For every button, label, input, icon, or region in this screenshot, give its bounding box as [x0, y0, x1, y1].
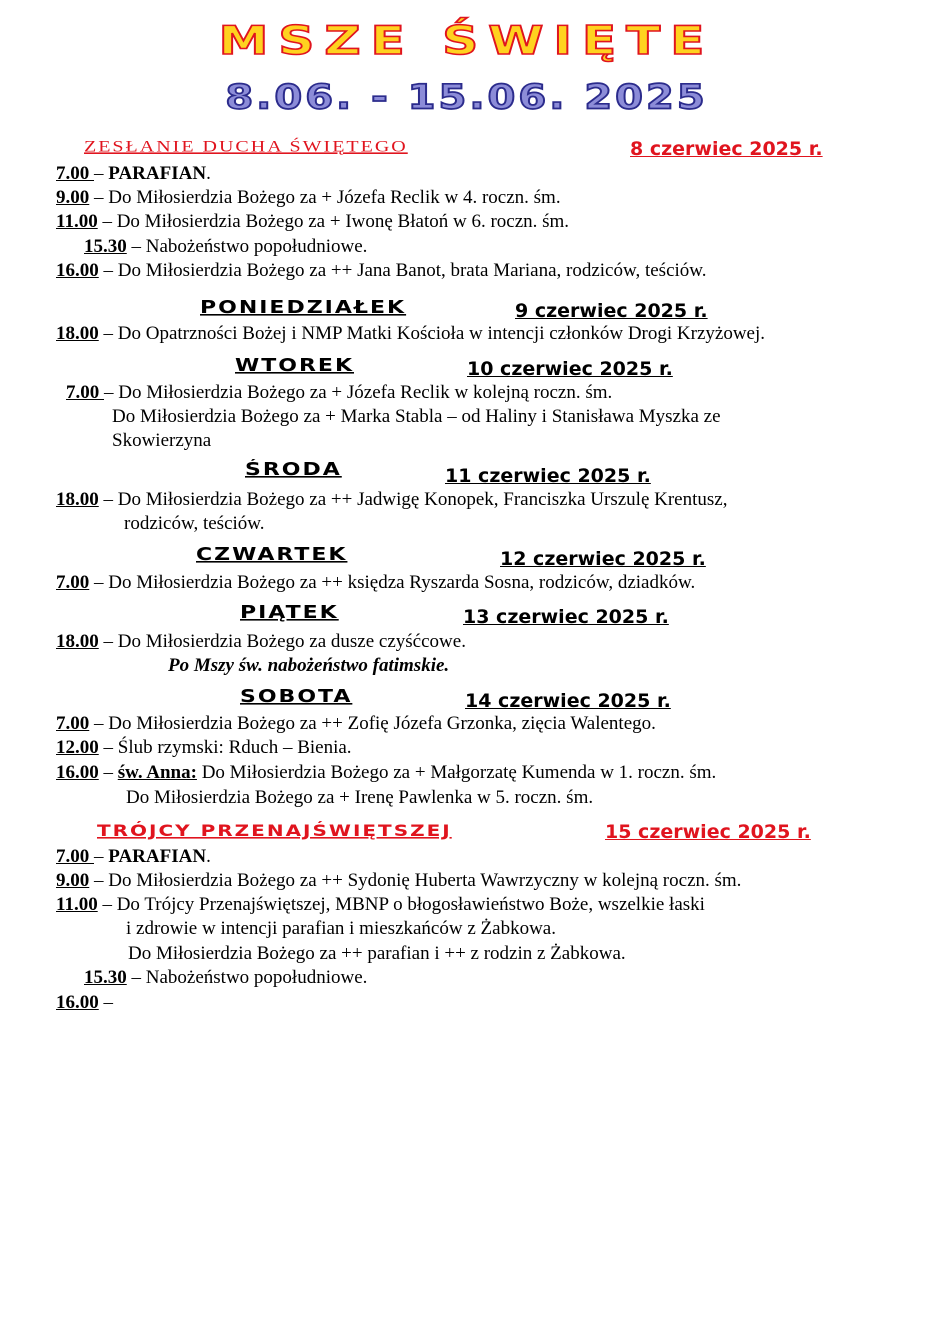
day-name: WTOREK — [235, 356, 354, 376]
mass-time: 11.00 — [56, 894, 98, 915]
day-date: 9 czerwiec 2025 r. — [515, 300, 708, 322]
celebrant-name: św. Anna: — [117, 762, 197, 783]
mass-intention: Ślub rzymski: Rduch – Bienia. — [117, 737, 352, 758]
separator: – — [89, 572, 109, 593]
mass-line — [56, 323, 765, 345]
mass-time: 16.00 — [56, 762, 99, 783]
mass-line — [66, 382, 612, 404]
separator: – — [89, 187, 109, 208]
separator: – — [97, 211, 117, 232]
mass-time: 7.00 — [56, 163, 94, 184]
separator: – — [98, 631, 118, 652]
mass-time: 9.00 — [56, 870, 90, 891]
separator: – — [97, 894, 117, 915]
separator: – — [98, 323, 118, 344]
mass-time: 12.00 — [56, 737, 99, 758]
mass-line — [126, 787, 593, 809]
mass-intention: Do Miłosierdzia Bożego za ++ Sydonię Huberta Wawrzyczny w kolejną roczn. śm. — [108, 870, 742, 891]
punctuation: . — [206, 163, 211, 184]
mass-intention: Do Opatrzności Bożej i NMP Matki Kościoła w intencji członków Drogi Krzyżowej. — [117, 323, 766, 344]
mass-line — [84, 236, 367, 258]
mass-line — [168, 655, 449, 677]
mass-time: 7.00 — [56, 713, 90, 734]
punctuation: . — [206, 846, 211, 867]
mass-line — [56, 846, 211, 868]
mass-intention: Do Miłosierdzia Bożego za + Marka Stabla – od Haliny i Stanisława Myszka ze — [112, 406, 721, 427]
mass-line — [56, 713, 656, 735]
mass-time: 16.00 — [56, 260, 99, 281]
mass-line — [56, 894, 705, 916]
mass-intention: Do Trójcy Przenajświętszej, MBNP o błogosławieństwo Boże, wszelkie łaski — [116, 894, 705, 915]
mass-line — [124, 513, 265, 535]
separator: – — [104, 382, 119, 403]
separator: – — [98, 489, 118, 510]
separator: – — [98, 762, 118, 783]
mass-line — [56, 260, 707, 282]
mass-time: 18.00 — [56, 323, 99, 344]
mass-line — [126, 918, 556, 940]
mass-intention: Do Miłosierdzia Bożego za ++ parafian i ++ z rodzin z Żabkowa. — [128, 943, 626, 964]
mass-intention: rodziców, teściów. — [124, 513, 265, 534]
day-name: SOBOTA — [240, 687, 353, 707]
mass-intention: Do Miłosierdzia Bożego za dusze czyśćcowe. — [117, 631, 466, 652]
note-text: Po Mszy św. nabożeństwo fatimskie. — [168, 655, 450, 676]
mass-line — [56, 211, 569, 233]
mass-intention: Do Miłosierdzia Bożego za + Małgorzatę Kumenda w 1. roczn. śm. — [196, 762, 717, 783]
separator: – — [94, 846, 109, 867]
mass-intention: Do Miłosierdzia Bożego za + Józefa Reclik w 4. roczn. śm. — [108, 187, 561, 208]
mass-line — [128, 943, 626, 965]
mass-time: 15.30 — [84, 967, 127, 988]
mass-intention: Nabożeństwo popołudniowe. — [145, 236, 368, 257]
separator: – — [98, 992, 113, 1013]
mass-time: 7.00 — [66, 382, 104, 403]
mass-time: 16.00 — [56, 992, 99, 1013]
day-name: TRÓJCY PRZENAJŚWIĘTSZEJ — [97, 821, 452, 841]
mass-intention: Do Miłosierdzia Bożego za + Irenę Pawlenka w 5. roczn. śm. — [126, 787, 594, 808]
mass-time: 18.00 — [56, 631, 99, 652]
mass-intention: Do Miłosierdzia Bożego za ++ Jana Banot, brata Mariana, rodziców, teściów. — [117, 260, 707, 281]
mass-time: 18.00 — [56, 489, 99, 510]
day-date: 12 czerwiec 2025 r. — [500, 548, 706, 570]
day-date: 13 czerwiec 2025 r. — [463, 606, 669, 628]
mass-line — [56, 762, 716, 784]
mass-intention: Do Miłosierdzia Bożego za ++ księdza Ryszarda Sosna, rodziców, dziadków. — [108, 572, 696, 593]
mass-line — [56, 187, 561, 209]
separator: – — [98, 737, 118, 758]
mass-intention: Do Miłosierdzia Bożego za ++ Jadwigę Konopek, Franciszka Urszulę Krentusz, — [117, 489, 728, 510]
day-date: 8 czerwiec 2025 r. — [630, 138, 823, 160]
separator: – — [89, 870, 109, 891]
mass-time: 11.00 — [56, 211, 98, 232]
mass-intention: Skowierzyna — [112, 430, 212, 451]
mass-time: 7.00 — [56, 572, 90, 593]
mass-line — [56, 163, 211, 185]
day-date: 10 czerwiec 2025 r. — [467, 358, 673, 380]
mass-line — [56, 631, 466, 653]
mass-intention-bold: PARAFIAN — [108, 846, 207, 867]
mass-intention: Do Miłosierdzia Bożego za + Iwonę Błatoń w 6. roczn. śm. — [116, 211, 570, 232]
day-date: 15 czerwiec 2025 r. — [605, 821, 811, 843]
mass-time: 9.00 — [56, 187, 90, 208]
mass-line — [112, 406, 721, 428]
mass-intention-bold: PARAFIAN — [108, 163, 207, 184]
day-name: ZESŁANIE DUCHA ŚWIĘTEGO — [84, 138, 408, 156]
page-title: MSZE ŚWIĘTE — [218, 18, 715, 64]
mass-line — [56, 489, 727, 511]
day-name: PIĄTEK — [240, 603, 339, 623]
mass-time: 15.30 — [84, 236, 127, 257]
day-name: PONIEDZIAŁEK — [200, 298, 407, 318]
day-name: ŚRODA — [245, 460, 342, 480]
mass-intention: i zdrowie w intencji parafian i mieszkańców z Żabkowa. — [126, 918, 556, 939]
mass-line — [56, 870, 741, 892]
mass-line — [84, 967, 367, 989]
mass-line — [112, 430, 211, 452]
separator: – — [89, 713, 109, 734]
day-name: CZWARTEK — [196, 545, 348, 565]
page-subtitle: 8.06. - 15.06. 2025 — [225, 78, 708, 118]
day-date: 11 czerwiec 2025 r. — [445, 465, 651, 487]
separator: – — [126, 967, 146, 988]
separator: – — [126, 236, 146, 257]
separator: – — [94, 163, 109, 184]
mass-intention: Do Miłosierdzia Bożego za + Józefa Reclik w kolejną roczn. śm. — [118, 382, 613, 403]
separator: – — [98, 260, 118, 281]
mass-time: 7.00 — [56, 846, 94, 867]
mass-line — [56, 992, 113, 1014]
mass-line — [56, 737, 352, 759]
mass-line — [56, 572, 695, 594]
mass-intention: Do Miłosierdzia Bożego za ++ Zofię Józefa Grzonka, zięcia Walentego. — [108, 713, 656, 734]
mass-intention: Nabożeństwo popołudniowe. — [145, 967, 368, 988]
day-date: 14 czerwiec 2025 r. — [465, 690, 671, 712]
